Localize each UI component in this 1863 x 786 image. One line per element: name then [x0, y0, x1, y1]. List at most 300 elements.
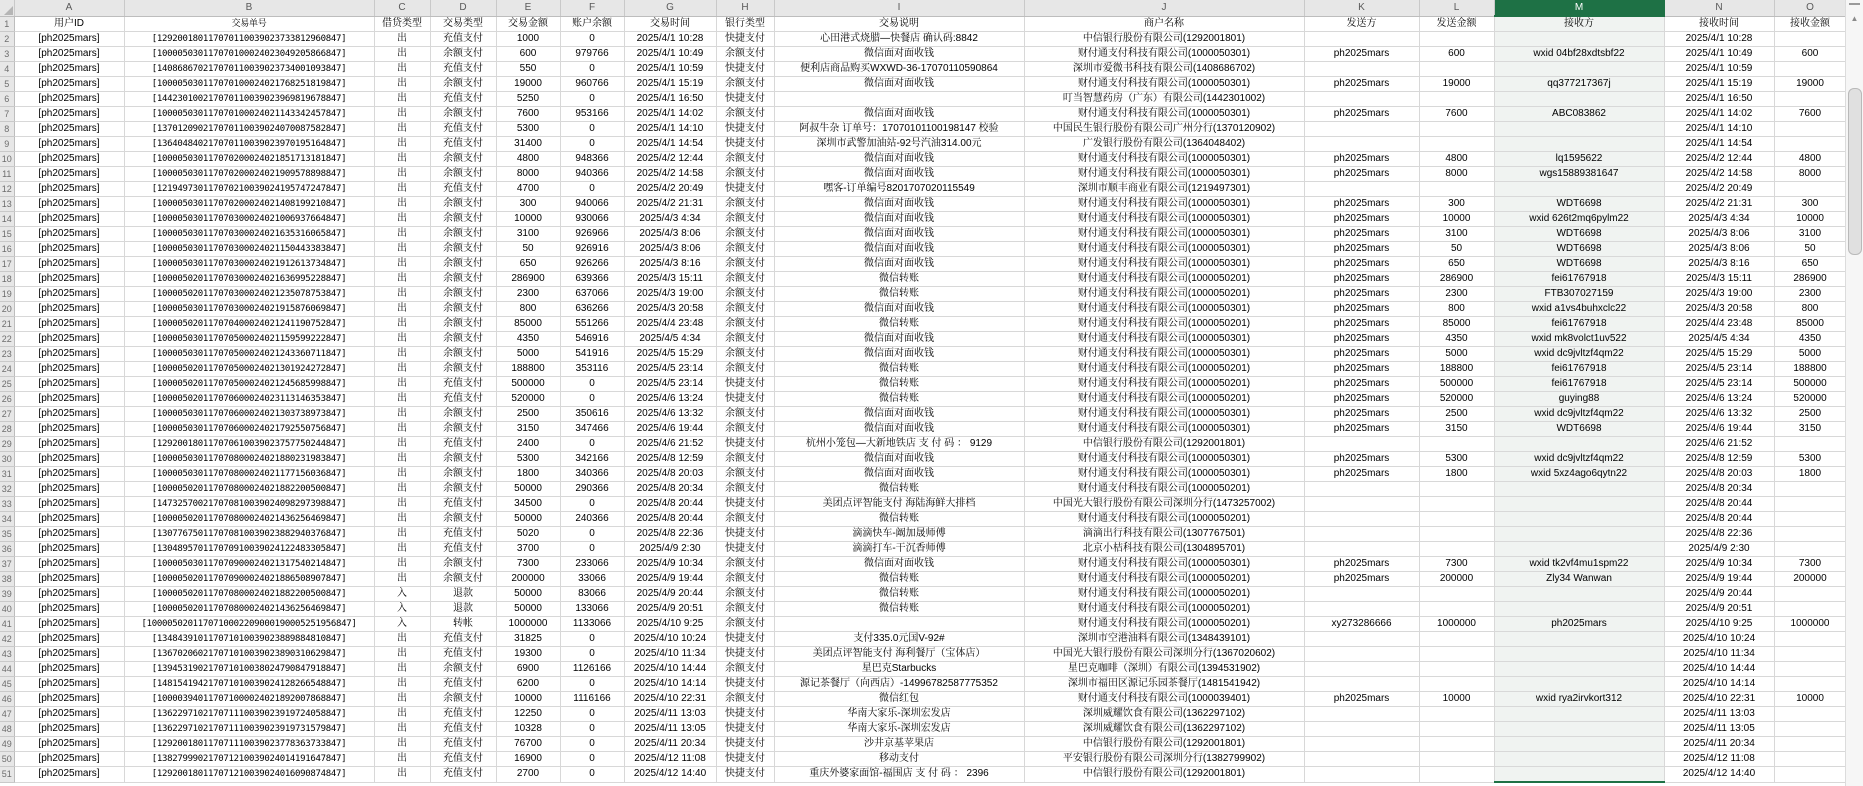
cell-B12[interactable]: [121949730117070210039024195747247847]: [124, 182, 374, 197]
cell-K34[interactable]: [1304, 512, 1419, 527]
cell-K18[interactable]: ph2025mars: [1304, 272, 1419, 287]
cell-C4[interactable]: 出: [374, 62, 430, 77]
cell-F39[interactable]: 83066: [560, 587, 624, 602]
cell-A34[interactable]: [ph2025mars]: [14, 512, 124, 527]
cell-J34[interactable]: 财付通支付科技有限公司(1000050201): [1024, 512, 1304, 527]
cell-K44[interactable]: [1304, 662, 1419, 677]
cell-O51[interactable]: [1774, 767, 1846, 783]
cell-H34[interactable]: 余额支付: [716, 512, 774, 527]
cell-K35[interactable]: [1304, 527, 1419, 542]
cell-O31[interactable]: 1800: [1774, 467, 1846, 482]
cell-A2[interactable]: [ph2025mars]: [14, 32, 124, 47]
cell-L3[interactable]: 600: [1419, 47, 1494, 62]
cell-J38[interactable]: 财付通支付科技有限公司(1000050201): [1024, 572, 1304, 587]
cell-L13[interactable]: 300: [1419, 197, 1494, 212]
cell-C41[interactable]: 入: [374, 617, 430, 632]
column-letter-B[interactable]: B: [124, 0, 374, 16]
cell-G34[interactable]: 2025/4/8 20:44: [624, 512, 716, 527]
cell-D13[interactable]: 余额支付: [430, 197, 496, 212]
cell-E15[interactable]: 3100: [496, 227, 560, 242]
cell-G27[interactable]: 2025/4/6 13:32: [624, 407, 716, 422]
cell-E25[interactable]: 500000: [496, 377, 560, 392]
cell-G43[interactable]: 2025/4/10 11:34: [624, 647, 716, 662]
cell-B42[interactable]: [134843910117071010039023889884810847]: [124, 632, 374, 647]
cell-L40[interactable]: [1419, 602, 1494, 617]
cell-O18[interactable]: 286900: [1774, 272, 1846, 287]
cell-D14[interactable]: 余额支付: [430, 212, 496, 227]
cell-K13[interactable]: ph2025mars: [1304, 197, 1419, 212]
cell-B11[interactable]: [100005030117070200024021909578898847]: [124, 167, 374, 182]
cell-K19[interactable]: ph2025mars: [1304, 287, 1419, 302]
cell-B7[interactable]: [100005030117070100024021143342457847]: [124, 107, 374, 122]
cell-M24[interactable]: fei61767918: [1494, 362, 1664, 377]
cell-L47[interactable]: [1419, 707, 1494, 722]
cell-J6[interactable]: 叮当智慧药房（广东）有限公司(1442301002): [1024, 92, 1304, 107]
column-letter-E[interactable]: E: [496, 0, 560, 16]
cell-K14[interactable]: ph2025mars: [1304, 212, 1419, 227]
row-number[interactable]: 35: [0, 527, 14, 542]
cell-B3[interactable]: [100005030117070100024023049205866847]: [124, 47, 374, 62]
cell-L20[interactable]: 800: [1419, 302, 1494, 317]
cell-K49[interactable]: [1304, 737, 1419, 752]
cell-H15[interactable]: 余额支付: [716, 227, 774, 242]
cell-G30[interactable]: 2025/4/8 12:59: [624, 452, 716, 467]
cell-K2[interactable]: [1304, 32, 1419, 47]
column-letter-C[interactable]: C: [374, 0, 430, 16]
cell-E9[interactable]: 31400: [496, 137, 560, 152]
cell-E34[interactable]: 50000: [496, 512, 560, 527]
cell-C16[interactable]: 出: [374, 242, 430, 257]
cell-K15[interactable]: ph2025mars: [1304, 227, 1419, 242]
cell-F18[interactable]: 639366: [560, 272, 624, 287]
cell-H6[interactable]: 快捷支付: [716, 92, 774, 107]
cell-D24[interactable]: 余额支付: [430, 362, 496, 377]
cell-K25[interactable]: ph2025mars: [1304, 377, 1419, 392]
row-number[interactable]: 38: [0, 572, 14, 587]
cell-I43[interactable]: 美团点评智能支付 海利餐厅（宝体店）: [774, 647, 1024, 662]
cell-G22[interactable]: 2025/4/5 4:34: [624, 332, 716, 347]
cell-K32[interactable]: [1304, 482, 1419, 497]
cell-O46[interactable]: 10000: [1774, 692, 1846, 707]
cell-K16[interactable]: ph2025mars: [1304, 242, 1419, 257]
cell-B2[interactable]: [129200180117070110039023733812960847]: [124, 32, 374, 47]
cell-G14[interactable]: 2025/4/3 4:34: [624, 212, 716, 227]
cell-G10[interactable]: 2025/4/2 12:44: [624, 152, 716, 167]
cell-E39[interactable]: 50000: [496, 587, 560, 602]
cell-G51[interactable]: 2025/4/12 14:40: [624, 767, 716, 783]
row-number[interactable]: 17: [0, 257, 14, 272]
cell-K37[interactable]: ph2025mars: [1304, 557, 1419, 572]
row-number[interactable]: 3: [0, 47, 14, 62]
cell-O17[interactable]: 650: [1774, 257, 1846, 272]
cell-M21[interactable]: fei61767918: [1494, 317, 1664, 332]
cell-M2[interactable]: [1494, 32, 1664, 47]
cell-F3[interactable]: 979766: [560, 47, 624, 62]
cell-H25[interactable]: 快捷支付: [716, 377, 774, 392]
cell-O15[interactable]: 3100: [1774, 227, 1846, 242]
cell-O40[interactable]: [1774, 602, 1846, 617]
cell-L37[interactable]: 7300: [1419, 557, 1494, 572]
cell-D7[interactable]: 余额支付: [430, 107, 496, 122]
cell-A38[interactable]: [ph2025mars]: [14, 572, 124, 587]
cell-I7[interactable]: 微信面对面收钱: [774, 107, 1024, 122]
cell-L35[interactable]: [1419, 527, 1494, 542]
cell-O48[interactable]: [1774, 722, 1846, 737]
cell-A3[interactable]: [ph2025mars]: [14, 47, 124, 62]
cell-C22[interactable]: 出: [374, 332, 430, 347]
cell-I11[interactable]: 微信面对面收钱: [774, 167, 1024, 182]
cell-H7[interactable]: 余额支付: [716, 107, 774, 122]
cell-O11[interactable]: 8000: [1774, 167, 1846, 182]
cell-C14[interactable]: 出: [374, 212, 430, 227]
cell-N31[interactable]: 2025/4/8 20:03: [1664, 467, 1774, 482]
cell-M5[interactable]: qq377217367j: [1494, 77, 1664, 92]
row-number[interactable]: 33: [0, 497, 14, 512]
cell-G29[interactable]: 2025/4/6 21:52: [624, 437, 716, 452]
cell-K5[interactable]: ph2025mars: [1304, 77, 1419, 92]
row-number[interactable]: 41: [0, 617, 14, 632]
cell-J25[interactable]: 财付通支付科技有限公司(1000050201): [1024, 377, 1304, 392]
cell-D38[interactable]: 余额支付: [430, 572, 496, 587]
cell-I26[interactable]: 微信转账: [774, 392, 1024, 407]
cell-D41[interactable]: 转帐: [430, 617, 496, 632]
cell-I18[interactable]: 微信转账: [774, 272, 1024, 287]
cell-O45[interactable]: [1774, 677, 1846, 692]
cell-A42[interactable]: [ph2025mars]: [14, 632, 124, 647]
cell-F49[interactable]: 0: [560, 737, 624, 752]
cell-M3[interactable]: wxid 04bf28xdtsbf22: [1494, 47, 1664, 62]
cell-E50[interactable]: 16900: [496, 752, 560, 767]
cell-A40[interactable]: [ph2025mars]: [14, 602, 124, 617]
cell-L38[interactable]: 200000: [1419, 572, 1494, 587]
select-all-corner[interactable]: [0, 0, 14, 16]
cell-E21[interactable]: 85000: [496, 317, 560, 332]
cell-M9[interactable]: [1494, 137, 1664, 152]
cell-G24[interactable]: 2025/4/5 23:14: [624, 362, 716, 377]
cell-K17[interactable]: ph2025mars: [1304, 257, 1419, 272]
cell-O47[interactable]: [1774, 707, 1846, 722]
cell-A45[interactable]: [ph2025mars]: [14, 677, 124, 692]
cell-H29[interactable]: 快捷支付: [716, 437, 774, 452]
cell-N3[interactable]: 2025/4/1 10:49: [1664, 47, 1774, 62]
row-number[interactable]: 4: [0, 62, 14, 77]
cell-H11[interactable]: 余额支付: [716, 167, 774, 182]
cell-A46[interactable]: [ph2025mars]: [14, 692, 124, 707]
cell-K41[interactable]: xy273286666: [1304, 617, 1419, 632]
cell-B21[interactable]: [100005020117070400024021241190752847]: [124, 317, 374, 332]
cell-L21[interactable]: 85000: [1419, 317, 1494, 332]
cell-H27[interactable]: 余额支付: [716, 407, 774, 422]
cell-H14[interactable]: 余额支付: [716, 212, 774, 227]
cell-F36[interactable]: 0: [560, 542, 624, 557]
cell-O4[interactable]: [1774, 62, 1846, 77]
cell-N21[interactable]: 2025/4/4 23:48: [1664, 317, 1774, 332]
cell-O9[interactable]: [1774, 137, 1846, 152]
cell-E38[interactable]: 200000: [496, 572, 560, 587]
row-number[interactable]: 30: [0, 452, 14, 467]
row-number[interactable]: 50: [0, 752, 14, 767]
cell-I39[interactable]: 微信转账: [774, 587, 1024, 602]
column-letter-O[interactable]: O: [1774, 0, 1846, 16]
cell-I38[interactable]: 微信转账: [774, 572, 1024, 587]
cell-H42[interactable]: 快捷支付: [716, 632, 774, 647]
cell-D32[interactable]: 余额支付: [430, 482, 496, 497]
cell-K42[interactable]: [1304, 632, 1419, 647]
cell-C32[interactable]: 出: [374, 482, 430, 497]
cell-E14[interactable]: 10000: [496, 212, 560, 227]
cell-G47[interactable]: 2025/4/11 13:03: [624, 707, 716, 722]
cell-K9[interactable]: [1304, 137, 1419, 152]
cell-I12[interactable]: 嘿客-订单编号8201707020115549: [774, 182, 1024, 197]
cell-J47[interactable]: 深圳威耀饮食有限公司(1362297102): [1024, 707, 1304, 722]
row-number[interactable]: 27: [0, 407, 14, 422]
cell-O24[interactable]: 188800: [1774, 362, 1846, 377]
cell-O26[interactable]: 520000: [1774, 392, 1846, 407]
cell-K10[interactable]: ph2025mars: [1304, 152, 1419, 167]
cell-E43[interactable]: 19300: [496, 647, 560, 662]
cell-E46[interactable]: 10000: [496, 692, 560, 707]
cell-F51[interactable]: 0: [560, 767, 624, 783]
cell-M31[interactable]: wxid 5xz4ago6qytn22: [1494, 467, 1664, 482]
cell-B5[interactable]: [100005030117070100024021768251819847]: [124, 77, 374, 92]
cell-C30[interactable]: 出: [374, 452, 430, 467]
cell-L39[interactable]: [1419, 587, 1494, 602]
cell-N44[interactable]: 2025/4/10 14:44: [1664, 662, 1774, 677]
row-number[interactable]: 42: [0, 632, 14, 647]
cell-G36[interactable]: 2025/4/9 2:30: [624, 542, 716, 557]
cell-M49[interactable]: [1494, 737, 1664, 752]
cell-B48[interactable]: [136229710217071110039023919731579847]: [124, 722, 374, 737]
cell-H9[interactable]: 快捷支付: [716, 137, 774, 152]
cell-N47[interactable]: 2025/4/11 13:03: [1664, 707, 1774, 722]
cell-M6[interactable]: [1494, 92, 1664, 107]
cell-L29[interactable]: [1419, 437, 1494, 452]
cell-O41[interactable]: 1000000: [1774, 617, 1846, 632]
cell-M38[interactable]: Zly34 Wanwan: [1494, 572, 1664, 587]
cell-G4[interactable]: 2025/4/1 10:59: [624, 62, 716, 77]
cell-N2[interactable]: 2025/4/1 10:28: [1664, 32, 1774, 47]
cell-L2[interactable]: [1419, 32, 1494, 47]
cell-L28[interactable]: 3150: [1419, 422, 1494, 437]
cell-M10[interactable]: lq1595622: [1494, 152, 1664, 167]
cell-F31[interactable]: 340366: [560, 467, 624, 482]
cell-M30[interactable]: wxid dc9jvltzf4qm22: [1494, 452, 1664, 467]
column-letter-N[interactable]: N: [1664, 0, 1774, 16]
cell-D21[interactable]: 余额支付: [430, 317, 496, 332]
cell-E7[interactable]: 7600: [496, 107, 560, 122]
cell-C7[interactable]: 出: [374, 107, 430, 122]
cell-K46[interactable]: ph2025mars: [1304, 692, 1419, 707]
row-number[interactable]: 7: [0, 107, 14, 122]
column-letter-D[interactable]: D: [430, 0, 496, 16]
cell-N32[interactable]: 2025/4/8 20:34: [1664, 482, 1774, 497]
cell-E30[interactable]: 5300: [496, 452, 560, 467]
cell-I37[interactable]: 微信面对面收钱: [774, 557, 1024, 572]
cell-M25[interactable]: fei61767918: [1494, 377, 1664, 392]
cell-O43[interactable]: [1774, 647, 1846, 662]
cell-I41[interactable]: [774, 617, 1024, 632]
cell-A15[interactable]: [ph2025mars]: [14, 227, 124, 242]
cell-B20[interactable]: [100005030117070300024021915876069847]: [124, 302, 374, 317]
cell-K29[interactable]: [1304, 437, 1419, 452]
cell-J9[interactable]: 广发银行股份有限公司(1364048402): [1024, 137, 1304, 152]
cell-F45[interactable]: 0: [560, 677, 624, 692]
cell-F14[interactable]: 930066: [560, 212, 624, 227]
cell-H44[interactable]: 余额支付: [716, 662, 774, 677]
cell-L9[interactable]: [1419, 137, 1494, 152]
cell-B15[interactable]: [100005030117070300024021635316065847]: [124, 227, 374, 242]
cell-N28[interactable]: 2025/4/6 19:44: [1664, 422, 1774, 437]
cell-A44[interactable]: [ph2025mars]: [14, 662, 124, 677]
cell-N45[interactable]: 2025/4/10 14:14: [1664, 677, 1774, 692]
cell-O23[interactable]: 5000: [1774, 347, 1846, 362]
cell-O32[interactable]: [1774, 482, 1846, 497]
cell-L43[interactable]: [1419, 647, 1494, 662]
cell-O50[interactable]: [1774, 752, 1846, 767]
cell-K43[interactable]: [1304, 647, 1419, 662]
cell-F40[interactable]: 133066: [560, 602, 624, 617]
cell-I4[interactable]: 便利店商品购买WXWD-36-17070110590864: [774, 62, 1024, 77]
cell-M13[interactable]: WDT6698: [1494, 197, 1664, 212]
cell-H3[interactable]: 余额支付: [716, 47, 774, 62]
cell-L50[interactable]: [1419, 752, 1494, 767]
cell-F24[interactable]: 353116: [560, 362, 624, 377]
cell-B28[interactable]: [100005030117070600024021792550756847]: [124, 422, 374, 437]
cell-F11[interactable]: 940366: [560, 167, 624, 182]
cell-I13[interactable]: 微信面对面收钱: [774, 197, 1024, 212]
cell-I33[interactable]: 美团点评智能支付 海陆海鲜大排档: [774, 497, 1024, 512]
cell-E32[interactable]: 50000: [496, 482, 560, 497]
cell-C25[interactable]: 出: [374, 377, 430, 392]
cell-A48[interactable]: [ph2025mars]: [14, 722, 124, 737]
cell-G48[interactable]: 2025/4/11 13:05: [624, 722, 716, 737]
cell-C45[interactable]: 出: [374, 677, 430, 692]
cell-A30[interactable]: [ph2025mars]: [14, 452, 124, 467]
cell-C47[interactable]: 出: [374, 707, 430, 722]
cell-O28[interactable]: 3150: [1774, 422, 1846, 437]
cell-D15[interactable]: 余额支付: [430, 227, 496, 242]
cell-O13[interactable]: 300: [1774, 197, 1846, 212]
cell-K23[interactable]: ph2025mars: [1304, 347, 1419, 362]
row-number[interactable]: 9: [0, 137, 14, 152]
cell-F35[interactable]: 0: [560, 527, 624, 542]
cell-D25[interactable]: 充值支付: [430, 377, 496, 392]
cell-O33[interactable]: [1774, 497, 1846, 512]
cell-F12[interactable]: 0: [560, 182, 624, 197]
cell-H21[interactable]: 余额支付: [716, 317, 774, 332]
cell-L36[interactable]: [1419, 542, 1494, 557]
cell-N16[interactable]: 2025/4/3 8:06: [1664, 242, 1774, 257]
cell-O29[interactable]: [1774, 437, 1846, 452]
cell-I42[interactable]: 支付335.0元国V-92#: [774, 632, 1024, 647]
cell-L33[interactable]: [1419, 497, 1494, 512]
row-number[interactable]: 16: [0, 242, 14, 257]
row-number[interactable]: 26: [0, 392, 14, 407]
cell-N30[interactable]: 2025/4/8 12:59: [1664, 452, 1774, 467]
cell-A12[interactable]: [ph2025mars]: [14, 182, 124, 197]
cell-C11[interactable]: 出: [374, 167, 430, 182]
cell-K48[interactable]: [1304, 722, 1419, 737]
cell-A22[interactable]: [ph2025mars]: [14, 332, 124, 347]
cell-K38[interactable]: ph2025mars: [1304, 572, 1419, 587]
column-letter-L[interactable]: L: [1419, 0, 1494, 16]
cell-H12[interactable]: 快捷支付: [716, 182, 774, 197]
cell-O38[interactable]: 200000: [1774, 572, 1846, 587]
cell-D36[interactable]: 充值支付: [430, 542, 496, 557]
cell-J43[interactable]: 中国光大银行股份有限公司深圳分行(1367020602): [1024, 647, 1304, 662]
cell-B36[interactable]: [130489570117070910039024122483305847]: [124, 542, 374, 557]
cell-I28[interactable]: 微信面对面收钱: [774, 422, 1024, 437]
cell-F9[interactable]: 0: [560, 137, 624, 152]
row-number[interactable]: 40: [0, 602, 14, 617]
cell-K45[interactable]: [1304, 677, 1419, 692]
cell-K20[interactable]: ph2025mars: [1304, 302, 1419, 317]
cell-B31[interactable]: [100005030117070800024021177156036847]: [124, 467, 374, 482]
cell-F16[interactable]: 926916: [560, 242, 624, 257]
cell-D44[interactable]: 余额支付: [430, 662, 496, 677]
cell-C17[interactable]: 出: [374, 257, 430, 272]
cell-I20[interactable]: 微信面对面收钱: [774, 302, 1024, 317]
cell-G13[interactable]: 2025/4/2 21:31: [624, 197, 716, 212]
cell-A16[interactable]: [ph2025mars]: [14, 242, 124, 257]
cell-M7[interactable]: ABC083862: [1494, 107, 1664, 122]
cell-N25[interactable]: 2025/4/5 23:14: [1664, 377, 1774, 392]
cell-L10[interactable]: 4800: [1419, 152, 1494, 167]
cell-C44[interactable]: 出: [374, 662, 430, 677]
cell-B49[interactable]: [129200180117071110039023778363733847]: [124, 737, 374, 752]
cell-I1[interactable]: 交易说明: [774, 16, 1024, 32]
cell-D23[interactable]: 余额支付: [430, 347, 496, 362]
cell-J35[interactable]: 滴滴出行科技有限公司(1307767501): [1024, 527, 1304, 542]
cell-A21[interactable]: [ph2025mars]: [14, 317, 124, 332]
cell-J26[interactable]: 财付通支付科技有限公司(1000050201): [1024, 392, 1304, 407]
cell-M47[interactable]: [1494, 707, 1664, 722]
cell-C10[interactable]: 出: [374, 152, 430, 167]
cell-E17[interactable]: 650: [496, 257, 560, 272]
cell-L5[interactable]: 19000: [1419, 77, 1494, 92]
cell-I31[interactable]: 微信面对面收钱: [774, 467, 1024, 482]
cell-E16[interactable]: 50: [496, 242, 560, 257]
cell-M42[interactable]: [1494, 632, 1664, 647]
cell-C37[interactable]: 出: [374, 557, 430, 572]
cell-A36[interactable]: [ph2025mars]: [14, 542, 124, 557]
column-letter-G[interactable]: G: [624, 0, 716, 16]
cell-B1[interactable]: 交易单号: [124, 16, 374, 32]
cell-J33[interactable]: 中国光大银行股份有限公司深圳分行(1473257002): [1024, 497, 1304, 512]
cell-H2[interactable]: 快捷支付: [716, 32, 774, 47]
cell-G46[interactable]: 2025/4/10 22:31: [624, 692, 716, 707]
cell-D50[interactable]: 充值支付: [430, 752, 496, 767]
cell-J17[interactable]: 财付通支付科技有限公司(1000050301): [1024, 257, 1304, 272]
cell-G41[interactable]: 2025/4/10 9:25: [624, 617, 716, 632]
cell-C50[interactable]: 出: [374, 752, 430, 767]
cell-L26[interactable]: 520000: [1419, 392, 1494, 407]
cell-G26[interactable]: 2025/4/6 13:24: [624, 392, 716, 407]
cell-B35[interactable]: [130776750117070810039023882940376847]: [124, 527, 374, 542]
cell-H13[interactable]: 余额支付: [716, 197, 774, 212]
cell-A23[interactable]: [ph2025mars]: [14, 347, 124, 362]
cell-H17[interactable]: 余额支付: [716, 257, 774, 272]
cell-M20[interactable]: wxid a1vs4buhxclc22: [1494, 302, 1664, 317]
cell-I40[interactable]: 微信转账: [774, 602, 1024, 617]
cell-L41[interactable]: 1000000: [1419, 617, 1494, 632]
cell-F2[interactable]: 0: [560, 32, 624, 47]
cell-H50[interactable]: 快捷支付: [716, 752, 774, 767]
cell-D26[interactable]: 充值支付: [430, 392, 496, 407]
cell-L8[interactable]: [1419, 122, 1494, 137]
cell-H16[interactable]: 余额支付: [716, 242, 774, 257]
cell-G1[interactable]: 交易时间: [624, 16, 716, 32]
